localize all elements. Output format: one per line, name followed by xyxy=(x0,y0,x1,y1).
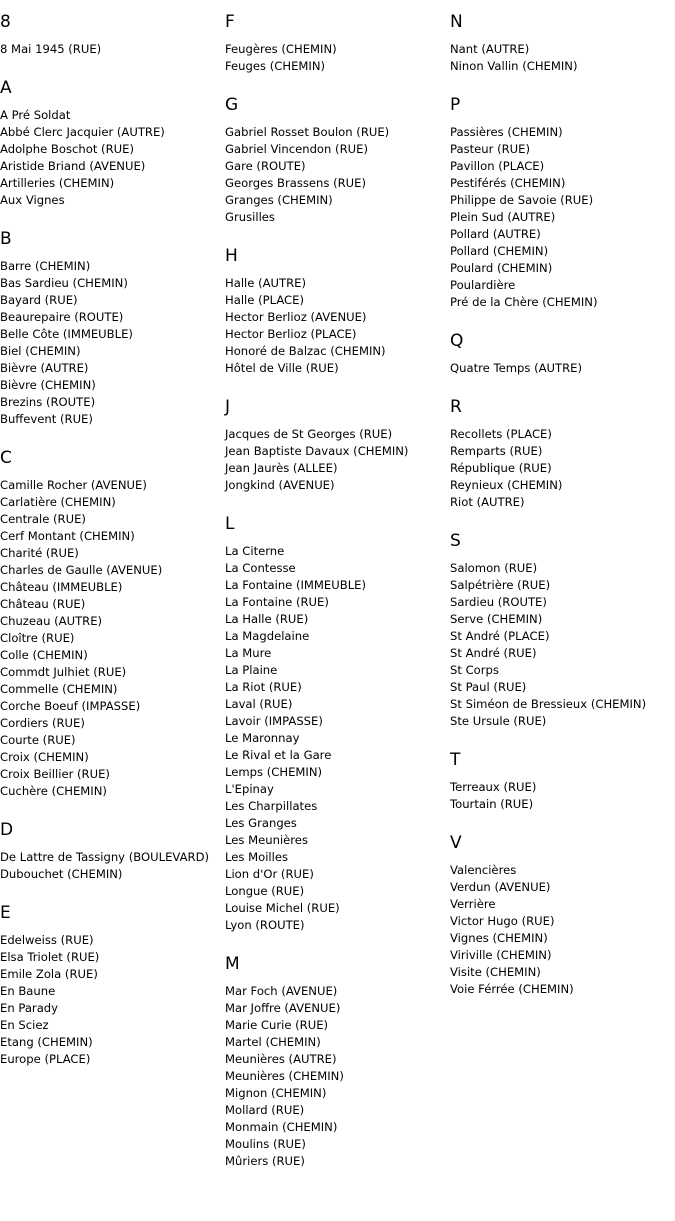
street-item: Jacques de St Georges (RUE) xyxy=(225,427,393,441)
street-item: Halle (PLACE) xyxy=(225,293,304,307)
street-item: Elsa Triolet (RUE) xyxy=(0,950,100,964)
street-item: Corche Boeuf (IMPASSE) xyxy=(0,699,141,713)
street-item: Bas Sardieu (CHEMIN) xyxy=(0,276,128,290)
street-item: Chuzeau (AUTRE) xyxy=(0,614,103,628)
street-item: Croix (CHEMIN) xyxy=(0,750,89,764)
street-item: En Baune xyxy=(0,984,56,998)
street-item: Tourtain (RUE) xyxy=(450,797,534,811)
street-item: Hôtel de Ville (RUE) xyxy=(225,361,339,375)
street-item: Aristide Briand (AVENUE) xyxy=(0,159,146,173)
street-item: Colle (CHEMIN) xyxy=(0,648,88,662)
street-item: La Fontaine (IMMEUBLE) xyxy=(225,578,367,592)
street-item: Emile Zola (RUE) xyxy=(0,967,98,981)
letter-section xyxy=(225,244,447,377)
street-item: Jean Jaurès (ALLEE) xyxy=(225,461,338,475)
street-item: Aux Vignes xyxy=(0,193,65,207)
street-item: Courte (RUE) xyxy=(0,733,76,747)
street-item: Philippe de Savoie (RUE) xyxy=(450,193,594,207)
street-item: En Sciez xyxy=(0,1018,49,1032)
letter-section xyxy=(225,10,447,75)
street-item: Poulard (CHEMIN) xyxy=(450,261,553,275)
letter-heading: V xyxy=(450,833,462,853)
street-item: Mollard (RUE) xyxy=(225,1103,305,1117)
street-item: Hector Berlioz (AVENUE) xyxy=(225,310,367,324)
street-item: Marie Curie (RUE) xyxy=(225,1018,329,1032)
letter-section xyxy=(450,529,672,730)
letter-heading: E xyxy=(0,903,11,923)
street-item: Moulins (RUE) xyxy=(225,1137,306,1151)
street-item: Cuchère (CHEMIN) xyxy=(0,784,107,798)
street-item: Serve (CHEMIN) xyxy=(450,612,543,626)
letter-heading: N xyxy=(450,12,463,32)
street-item: Honoré de Balzac (CHEMIN) xyxy=(225,344,386,358)
street-item: La Mure xyxy=(225,646,272,660)
street-item: Lion d'Or (RUE) xyxy=(225,867,314,881)
street-item: La Fontaine (RUE) xyxy=(225,595,329,609)
street-item: Halle (AUTRE) xyxy=(225,276,307,290)
street-item: République (RUE) xyxy=(450,461,552,475)
street-item: Monmain (CHEMIN) xyxy=(225,1120,338,1134)
street-item: De Lattre de Tassigny (BOULEVARD) xyxy=(0,850,210,864)
street-item: Brezins (ROUTE) xyxy=(0,395,96,409)
letter-section xyxy=(450,93,672,311)
street-item: Mûriers (RUE) xyxy=(225,1154,305,1168)
street-item: Granges (CHEMIN) xyxy=(225,193,333,207)
letter-heading: P xyxy=(450,95,461,115)
street-item: Victor Hugo (RUE) xyxy=(450,914,555,928)
letter-section xyxy=(225,512,447,934)
letter-section xyxy=(0,446,222,800)
street-item: Mar Foch (AVENUE) xyxy=(225,984,338,998)
letter-heading: F xyxy=(225,12,235,32)
street-item: Jean Baptiste Davaux (CHEMIN) xyxy=(225,444,409,458)
street-item: La Contesse xyxy=(225,561,296,575)
street-item: Edelweiss (RUE) xyxy=(0,933,94,947)
street-item: Laval (RUE) xyxy=(225,697,293,711)
letter-heading: Q xyxy=(450,331,464,351)
street-item: Château (IMMEUBLE) xyxy=(0,580,123,594)
street-item: 8 Mai 1945 (RUE) xyxy=(0,42,102,56)
street-item: Le Rival et la Gare xyxy=(225,748,332,762)
street-item: Les Charpillates xyxy=(225,799,318,813)
letter-section xyxy=(0,818,222,883)
street-item: Les Granges xyxy=(225,816,297,830)
street-item: Salpétrière (RUE) xyxy=(450,578,551,592)
street-item: Vignes (CHEMIN) xyxy=(450,931,548,945)
street-item: Camille Rocher (AVENUE) xyxy=(0,478,147,492)
street-item: Gabriel Vincendon (RUE) xyxy=(225,142,368,156)
street-item: Le Maronnay xyxy=(225,731,300,745)
letter-heading: R xyxy=(450,397,462,417)
street-item: Bayard (RUE) xyxy=(0,293,78,307)
letter-heading: S xyxy=(450,531,461,551)
street-item: Pollard (AUTRE) xyxy=(450,227,541,241)
street-item: Hector Berlioz (PLACE) xyxy=(225,327,357,341)
street-item: Pasteur (RUE) xyxy=(450,142,531,156)
street-item: St André (PLACE) xyxy=(450,629,550,643)
letter-section xyxy=(0,901,222,1068)
street-item: Martel (CHEMIN) xyxy=(225,1035,321,1049)
index-column-1 xyxy=(0,10,222,1086)
street-item: St Paul (RUE) xyxy=(450,680,527,694)
street-item: Etang (CHEMIN) xyxy=(0,1035,93,1049)
street-item: Mignon (CHEMIN) xyxy=(225,1086,327,1100)
street-item: Lyon (ROUTE) xyxy=(225,918,305,932)
street-item: Cerf Montant (CHEMIN) xyxy=(0,529,135,543)
street-item: Passières (CHEMIN) xyxy=(450,125,563,139)
street-item: Les Meunières xyxy=(225,833,308,847)
street-item: Louise Michel (RUE) xyxy=(225,901,340,915)
street-item: Dubouchet (CHEMIN) xyxy=(0,867,123,881)
street-item: Ninon Vallin (CHEMIN) xyxy=(450,59,578,73)
street-item: Feuges (CHEMIN) xyxy=(225,59,326,73)
letter-section xyxy=(225,93,447,226)
letter-heading: T xyxy=(450,750,461,770)
street-item: Gabriel Rosset Boulon (RUE) xyxy=(225,125,390,139)
letter-heading: D xyxy=(0,820,14,840)
street-item: Nant (AUTRE) xyxy=(450,42,530,56)
street-item: Commdt Julhiet (RUE) xyxy=(0,665,127,679)
street-item: Ste Ursule (RUE) xyxy=(450,714,547,728)
street-item: Lavoir (IMPASSE) xyxy=(225,714,323,728)
street-item: Valencières xyxy=(450,863,517,877)
street-item: Château (RUE) xyxy=(0,597,86,611)
street-item: Europe (PLACE) xyxy=(0,1052,91,1066)
street-item: Reynieux (CHEMIN) xyxy=(450,478,563,492)
street-item: Beaurepaire (ROUTE) xyxy=(0,310,124,324)
street-item: Verdun (AVENUE) xyxy=(450,880,551,894)
letter-section xyxy=(450,10,672,75)
street-item: Terreaux (RUE) xyxy=(450,780,537,794)
street-item: St André (RUE) xyxy=(450,646,537,660)
street-item: Recollets (PLACE) xyxy=(450,427,552,441)
street-item: Cloître (RUE) xyxy=(0,631,75,645)
street-item: La Riot (RUE) xyxy=(225,680,302,694)
street-item: Jongkind (AVENUE) xyxy=(225,478,335,492)
letter-section xyxy=(450,395,672,511)
letter-heading: M xyxy=(225,954,240,974)
letter-heading: 8 xyxy=(0,12,11,32)
street-item: Barre (CHEMIN) xyxy=(0,259,91,273)
street-item: Cordiers (RUE) xyxy=(0,716,85,730)
street-item: Remparts (RUE) xyxy=(450,444,543,458)
street-item: Commelle (CHEMIN) xyxy=(0,682,118,696)
street-item: Voie Férrée (CHEMIN) xyxy=(450,982,574,996)
letter-heading: L xyxy=(225,514,235,534)
street-item: Croix Beillier (RUE) xyxy=(0,767,110,781)
street-item: Poulardière xyxy=(450,278,516,292)
street-item: St Corps xyxy=(450,663,499,677)
street-item: Visite (CHEMIN) xyxy=(450,965,541,979)
index-column-3 xyxy=(450,10,672,1016)
street-item: Meunières (CHEMIN) xyxy=(225,1069,344,1083)
street-item: Belle Côte (IMMEUBLE) xyxy=(0,327,133,341)
street-item: Biel (CHEMIN) xyxy=(0,344,81,358)
street-item: Pestiférés (CHEMIN) xyxy=(450,176,566,190)
letter-section xyxy=(0,76,222,209)
street-item: Verrière xyxy=(450,897,496,911)
street-item: Abbé Clerc Jacquier (AUTRE) xyxy=(0,125,165,139)
street-item: Les Moilles xyxy=(225,850,289,864)
street-item: Adolphe Boschot (RUE) xyxy=(0,142,134,156)
street-item: Centrale (RUE) xyxy=(0,512,86,526)
letter-section xyxy=(225,952,447,1170)
street-item: La Plaine xyxy=(225,663,278,677)
letter-section xyxy=(450,748,672,813)
street-item: Charité (RUE) xyxy=(0,546,79,560)
street-item: Meunières (AUTRE) xyxy=(225,1052,337,1066)
street-item: St Siméon de Bressieux (CHEMIN) xyxy=(450,697,647,711)
street-item: Salomon (RUE) xyxy=(450,561,538,575)
street-item: Buffevent (RUE) xyxy=(0,412,93,426)
street-item: Georges Brassens (RUE) xyxy=(225,176,367,190)
street-item: Viriville (CHEMIN) xyxy=(450,948,552,962)
street-item: Artilleries (CHEMIN) xyxy=(0,176,115,190)
street-item: Carlatière (CHEMIN) xyxy=(0,495,116,509)
street-item: A Pré Soldat xyxy=(0,108,71,122)
street-item: Charles de Gaulle (AVENUE) xyxy=(0,563,163,577)
street-item: Grusilles xyxy=(225,210,275,224)
letter-section xyxy=(0,10,222,58)
street-item: Pollard (CHEMIN) xyxy=(450,244,549,258)
street-item: Pré de la Chère (CHEMIN) xyxy=(450,295,598,309)
street-item: Mar Joffre (AVENUE) xyxy=(225,1001,341,1015)
letter-heading: H xyxy=(225,246,238,266)
letter-section xyxy=(450,329,672,377)
street-item: Lemps (CHEMIN) xyxy=(225,765,323,779)
street-item: La Magdelaine xyxy=(225,629,310,643)
street-item: La Halle (RUE) xyxy=(225,612,309,626)
street-item: Riot (AUTRE) xyxy=(450,495,525,509)
index-column-2 xyxy=(225,10,447,1188)
letter-section xyxy=(0,227,222,428)
letter-section xyxy=(225,395,447,494)
street-item: Longue (RUE) xyxy=(225,884,305,898)
letter-heading: B xyxy=(0,229,12,249)
street-item: Gare (ROUTE) xyxy=(225,159,306,173)
street-item: Sardieu (ROUTE) xyxy=(450,595,547,609)
street-item: Feugères (CHEMIN) xyxy=(225,42,337,56)
letter-section xyxy=(450,831,672,998)
street-item: Plein Sud (AUTRE) xyxy=(450,210,556,224)
street-item: L'Epinay xyxy=(225,782,274,796)
letter-heading: J xyxy=(225,397,231,417)
street-item: En Parady xyxy=(0,1001,59,1015)
letter-heading: A xyxy=(0,78,12,98)
street-item: Bièvre (CHEMIN) xyxy=(0,378,96,392)
letter-heading: C xyxy=(0,448,12,468)
letter-heading: G xyxy=(225,95,239,115)
street-item: La Citerne xyxy=(225,544,285,558)
street-item: Bièvre (AUTRE) xyxy=(0,361,89,375)
street-item: Quatre Temps (AUTRE) xyxy=(450,361,583,375)
street-item: Pavillon (PLACE) xyxy=(450,159,545,173)
